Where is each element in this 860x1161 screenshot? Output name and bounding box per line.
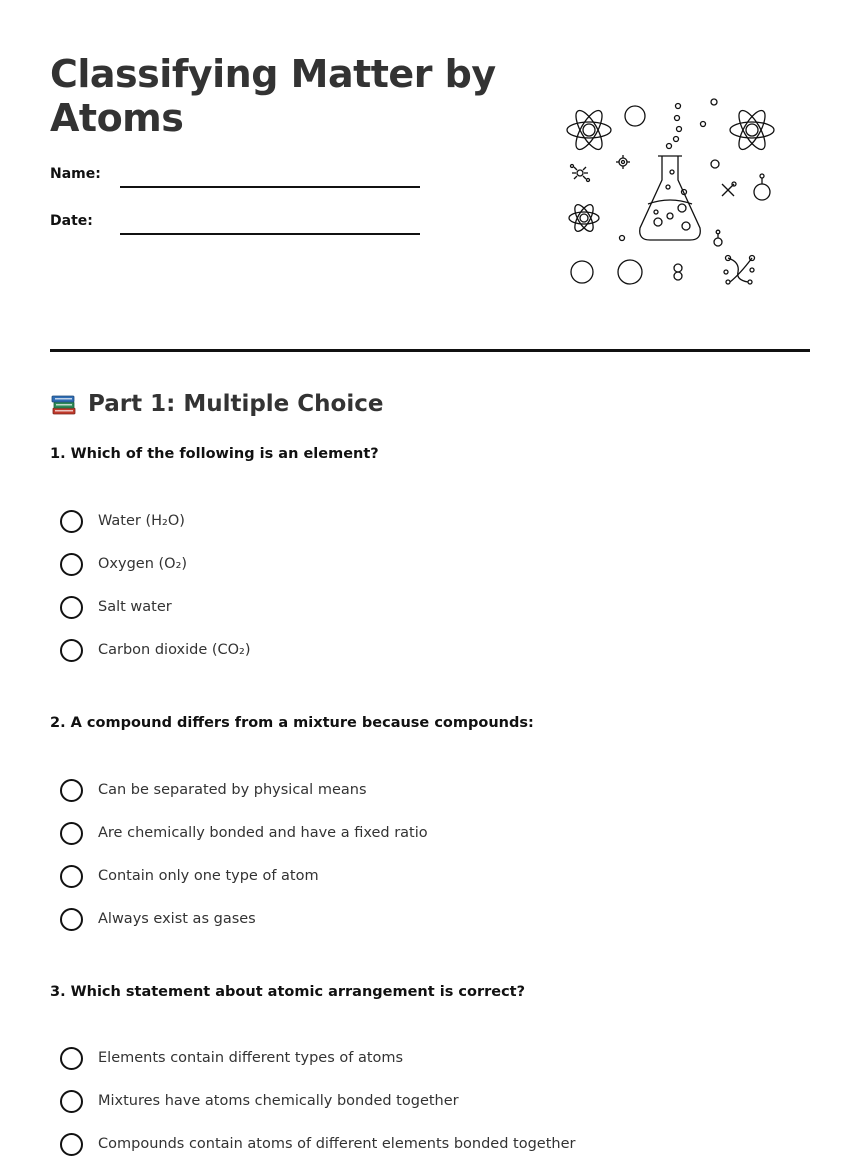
radio-button[interactable] [60, 822, 83, 845]
section-heading-text: Part 1: Multiple Choice [88, 391, 384, 417]
option-label: Elements contain different types of atoms [98, 1050, 404, 1066]
answer-option[interactable] [60, 594, 172, 620]
radio-button[interactable] [60, 865, 83, 888]
date-field[interactable] [50, 213, 420, 237]
name-field[interactable] [50, 166, 420, 190]
option-label: Carbon dioxide (CO₂) [98, 642, 251, 658]
section-divider [50, 349, 810, 352]
option-label: Oxygen (O₂) [98, 556, 188, 572]
atom-icon [567, 107, 611, 153]
radio-button[interactable] [60, 908, 83, 931]
atom-icon [730, 107, 774, 153]
answer-option[interactable] [60, 906, 256, 932]
option-label: Compounds contain atoms of different elements bonded together [98, 1136, 576, 1152]
gear-icon [616, 155, 630, 169]
books-icon [50, 391, 78, 417]
worksheet-title: Classifying Matter by Atoms [50, 52, 496, 140]
option-label: Salt water [98, 599, 172, 615]
question-text: 3. Which statement about atomic arrangement is correct? [50, 984, 526, 1000]
radio-button[interactable] [60, 1133, 83, 1156]
flask-icon [640, 156, 701, 240]
question-3 [50, 982, 810, 1152]
radio-button[interactable] [60, 510, 83, 533]
name-line[interactable] [120, 186, 420, 188]
question-2 [50, 713, 810, 927]
option-label: Mixtures have atoms chemically bonded together [98, 1093, 459, 1109]
date-label: Date: [50, 213, 93, 229]
answer-option[interactable] [60, 1088, 459, 1114]
answer-option[interactable] [60, 1045, 403, 1071]
option-label: Contain only one type of atom [98, 868, 319, 884]
date-line[interactable] [120, 233, 420, 235]
option-label: Are chemically bonded and have a fixed ratio [98, 825, 428, 841]
radio-button[interactable] [60, 639, 83, 662]
answer-option[interactable] [60, 637, 251, 663]
answer-option[interactable] [60, 863, 319, 889]
atom-icon [569, 202, 599, 234]
answer-option[interactable] [60, 777, 367, 803]
answer-option[interactable] [60, 1131, 575, 1157]
chemistry-doodle-icon [560, 92, 790, 292]
radio-button[interactable] [60, 1090, 83, 1113]
radio-button[interactable] [60, 1047, 83, 1070]
molecule-icon [722, 182, 736, 196]
section-heading [50, 388, 383, 420]
question-1 [50, 444, 810, 658]
question-text: 1. Which of the following is an element? [50, 446, 379, 462]
name-label: Name: [50, 166, 101, 182]
radio-button[interactable] [60, 553, 83, 576]
option-label: Can be separated by physical means [98, 782, 367, 798]
answer-option[interactable] [60, 508, 185, 534]
molecule-icon [571, 165, 590, 182]
question-text: 2. A compound differs from a mixture because compounds: [50, 715, 534, 731]
option-label: Water (H₂O) [98, 513, 185, 529]
molecule-icon [724, 256, 755, 285]
answer-option[interactable] [60, 551, 187, 577]
answer-option[interactable] [60, 820, 428, 846]
option-label: Always exist as gases [98, 911, 256, 927]
radio-button[interactable] [60, 596, 83, 619]
radio-button[interactable] [60, 779, 83, 802]
